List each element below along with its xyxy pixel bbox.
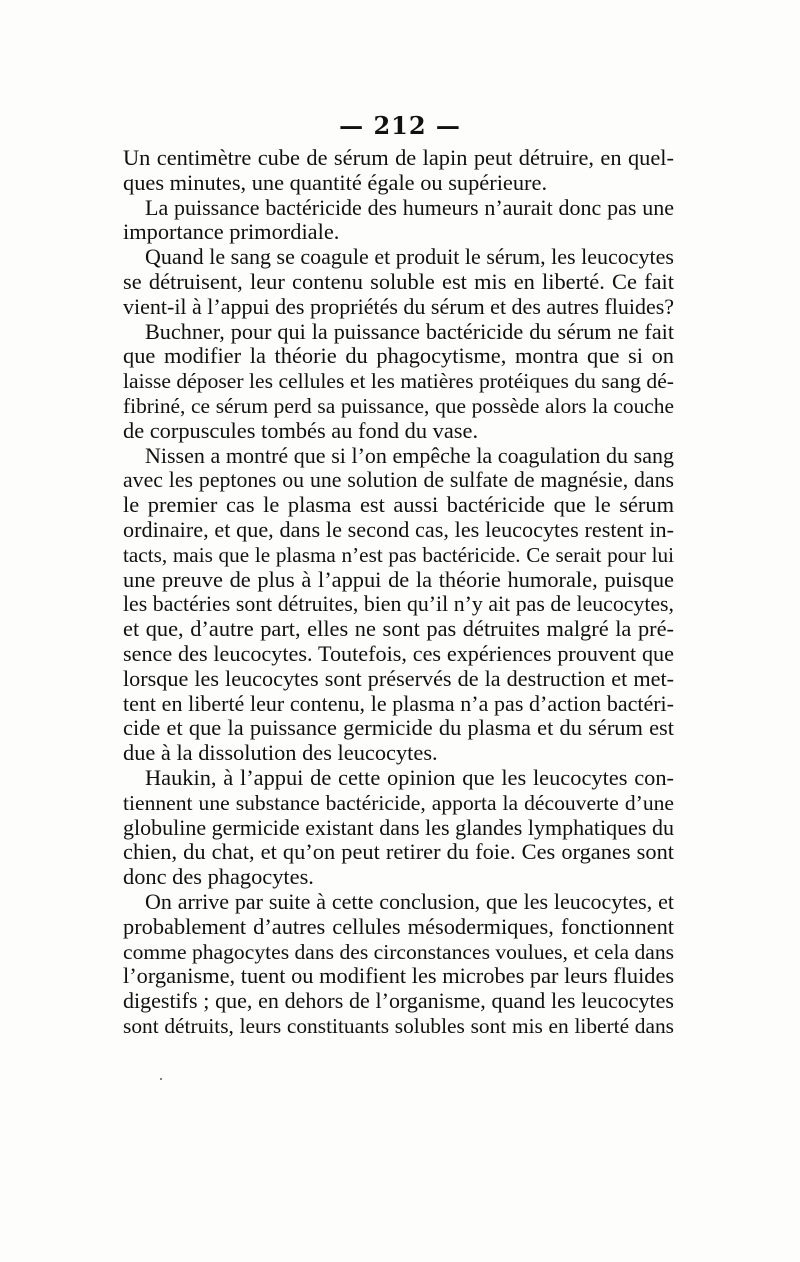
text-line: vient-il à l’appui des propriétés du sérum et des autres fluides? (123, 293, 675, 319)
text-line: sence des leucocytes. Toutefois, ces expériences prouvent que (123, 640, 674, 666)
text-line: comme phagocytes dans des circonstances voulues, et cela dans (123, 939, 675, 964)
text-line: les bactéries sont détruites, bien qu’il n’y ait pas de leucocytes, (123, 592, 674, 617)
text-line: digestifs ; que, en dehors de l’organisme, quand les leucocytes (123, 988, 674, 1014)
text-line: laisse déposer les cellules et les matières protéiques du sang dé- (123, 369, 674, 394)
text-line: ordinaire, et que, dans le second cas, les leucocytes restent in- (123, 516, 674, 542)
page-number: — 212 — (339, 111, 461, 140)
text-line: tent en liberté leur contenu, le plasma n’a pas d’action bactéri- (123, 690, 674, 716)
text-line: lorsque les leucocytes sont préservés de la destruction et met- (123, 665, 674, 691)
paper-speck (160, 1078, 162, 1080)
text-line: l’organisme, tuent ou modifient les microbes par leurs fluides (123, 963, 675, 989)
text-line: tiennent une substance bactéricide, apporta la découverte d’une (123, 790, 674, 815)
text-line: due à la dissolution des leucocytes. (123, 740, 438, 766)
body-text (123, 146, 674, 1039)
text-line: le premier cas le plasma est aussi bactéricide que le sérum (123, 492, 674, 518)
text-line: et que, d’autre part, elles ne sont pas détruites malgré la pré- (123, 616, 674, 642)
text-line: se détruisent, leur contenu soluble est mis en liberté. Ce fait (123, 268, 674, 294)
text-line: importance primordiale. (123, 219, 340, 245)
text-line: Un centimètre cube de sérum de lapin peut détruire, en quel- (123, 145, 674, 170)
text-line: que modifier la théorie du phagocytisme, montra que si on (123, 343, 674, 369)
text-line: avec les peptones ou une solution de sulfate de magnésie, dans (123, 468, 674, 493)
text-line: tacts, mais que le plasma n’est pas bactéricide. Ce serait pour lui (123, 542, 674, 567)
text-line: ques minutes, une quantité égale ou supérieure. (123, 169, 548, 195)
text-line: une preuve de plus à l’appui de la théorie humorale, puisque (123, 566, 674, 592)
text-line: Buchner, pour qui la puissance bactéricide du sérum ne fait (145, 318, 674, 344)
text-line: donc des phagocytes. (123, 864, 314, 890)
text-line: Haukin, à l’appui de cette opinion que les leucocytes con- (145, 764, 674, 790)
text-line: On arrive par suite à cette conclusion, que les leucocytes, et (145, 888, 674, 914)
text-line: cide et que la puissance germicide du plasma et du sérum est (123, 715, 674, 741)
text-line: de corpuscules tombés au fond du vase. (123, 417, 479, 443)
text-line: chien, du chat, et qu’on peut retirer du foie. Ces organes sont (123, 839, 674, 865)
text-line: La puissance bactéricide des humeurs n’aurait donc pas une (145, 194, 674, 220)
text-line: Nissen a montré que si l’on empêche la coagulation du sang (145, 442, 674, 468)
text-line: fibriné, ce sérum perd sa puissance, que possède alors la couche (123, 393, 674, 418)
text-line: probablement d’autres cellules mésodermiques, fonctionnent (123, 913, 674, 939)
text-line: sont détruits, leurs constituants solubles sont mis en liberté dans (123, 1013, 674, 1038)
text-line: globuline germicide existant dans les glandes lymphatiques du (123, 814, 674, 840)
text-line: Quand le sang se coagule et produit le sérum, les leucocytes (145, 244, 674, 270)
